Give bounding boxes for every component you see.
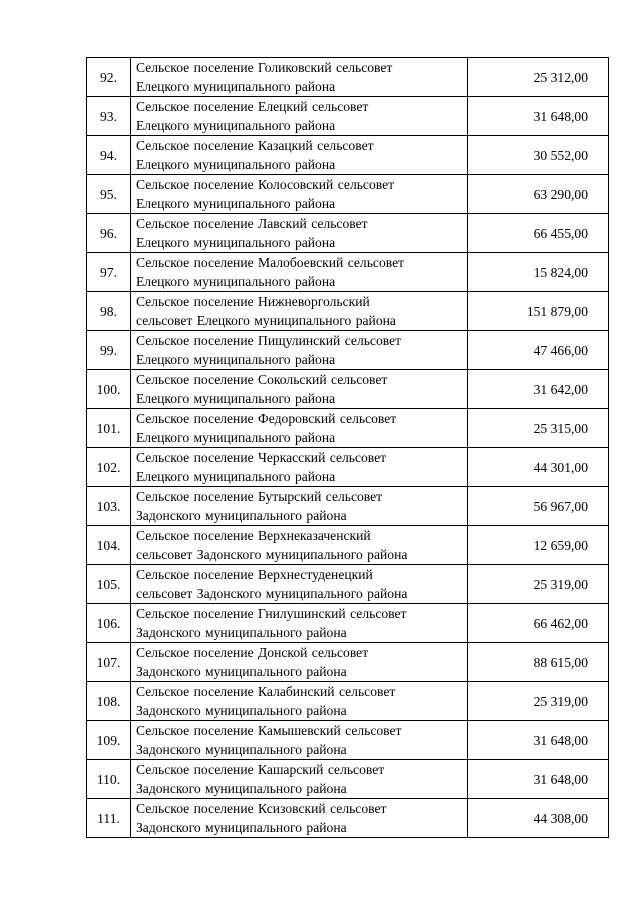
settlement-name-line-1: Сельское поселение Бутырский сельсовет	[136, 489, 383, 504]
settlement-name-line-2: сельсовет Задонского муниципального района	[136, 547, 408, 562]
amount-cell: 12 659,00	[468, 526, 609, 565]
table-row	[87, 682, 609, 721]
amount-cell: 25 315,00	[468, 409, 609, 448]
table-row	[87, 487, 609, 526]
settlement-name-cell	[131, 292, 468, 331]
settlement-name-line-2: Елецкого муниципального района	[136, 391, 336, 406]
settlement-name-line-1: Сельское поселение Малобоевский сельсовет	[136, 255, 405, 270]
table-row	[87, 58, 609, 97]
table-row	[87, 448, 609, 487]
amount-cell: 25 312,00	[468, 58, 609, 97]
settlement-name-line-2: Елецкого муниципального района	[136, 196, 336, 211]
row-number: 111.	[87, 799, 131, 838]
settlement-name-line-2: Елецкого муниципального района	[136, 118, 336, 133]
settlement-name-cell	[131, 214, 468, 253]
table-row	[87, 175, 609, 214]
settlement-name-line-1: Сельское поселение Сокольский сельсовет	[136, 372, 388, 387]
row-number: 102.	[87, 448, 131, 487]
amount-cell: 25 319,00	[468, 682, 609, 721]
settlement-name-line-2: Елецкого муниципального района	[136, 79, 336, 94]
settlement-name-cell	[131, 136, 468, 175]
settlement-name-line-2: Елецкого муниципального района	[136, 274, 336, 289]
settlement-name-cell	[131, 760, 468, 799]
allocation-table-body	[87, 58, 609, 838]
row-number: 106.	[87, 604, 131, 643]
settlement-name-line-1: Сельское поселение Нижневоргольский	[136, 294, 370, 309]
settlement-name-cell	[131, 721, 468, 760]
amount-cell: 151 879,00	[468, 292, 609, 331]
row-number: 97.	[87, 253, 131, 292]
settlement-name-cell	[131, 487, 468, 526]
row-number: 98.	[87, 292, 131, 331]
settlement-name-cell	[131, 799, 468, 838]
table-row	[87, 643, 609, 682]
settlement-name-line-2: Задонского муниципального района	[136, 703, 347, 718]
settlement-name-cell	[131, 175, 468, 214]
settlement-name-cell	[131, 643, 468, 682]
row-number: 100.	[87, 370, 131, 409]
settlement-name-line-2: Елецкого муниципального района	[136, 352, 336, 367]
settlement-name-line-2: Задонского муниципального района	[136, 781, 347, 796]
settlement-name-line-2: Задонского муниципального района	[136, 664, 347, 679]
settlement-name-line-1: Сельское поселение Голиковский сельсовет	[136, 60, 393, 75]
settlement-name-line-2: Елецкого муниципального района	[136, 430, 336, 445]
settlement-name-line-1: Сельское поселение Кашарский сельсовет	[136, 762, 385, 777]
row-number: 92.	[87, 58, 131, 97]
settlement-name-line-2: Елецкого муниципального района	[136, 235, 336, 250]
settlement-name-cell	[131, 370, 468, 409]
row-number: 104.	[87, 526, 131, 565]
settlement-name-line-2: Задонского муниципального района	[136, 820, 347, 835]
row-number: 99.	[87, 331, 131, 370]
settlement-name-cell	[131, 409, 468, 448]
amount-cell: 31 648,00	[468, 97, 609, 136]
table-row	[87, 604, 609, 643]
settlement-name-cell	[131, 448, 468, 487]
amount-cell: 44 301,00	[468, 448, 609, 487]
row-number: 94.	[87, 136, 131, 175]
amount-cell: 47 466,00	[468, 331, 609, 370]
settlement-name-line-1: Сельское поселение Казацкий сельсовет	[136, 138, 374, 153]
settlement-name-line-2: Елецкого муниципального района	[136, 469, 336, 484]
settlement-name-cell	[131, 97, 468, 136]
settlement-name-line-1: Сельское поселение Калабинский сельсовет	[136, 684, 396, 699]
settlement-name-line-2: Задонского муниципального района	[136, 508, 347, 523]
table-row	[87, 331, 609, 370]
settlement-name-line-1: Сельское поселение Донской сельсовет	[136, 645, 369, 660]
settlement-name-cell	[131, 331, 468, 370]
settlement-name-cell	[131, 565, 468, 604]
row-number: 93.	[87, 97, 131, 136]
settlement-name-cell	[131, 526, 468, 565]
allocation-table	[86, 57, 609, 838]
amount-cell: 44 308,00	[468, 799, 609, 838]
settlement-name-line-2: Задонского муниципального района	[136, 625, 347, 640]
settlement-name-line-2: Елецкого муниципального района	[136, 157, 336, 172]
amount-cell: 15 824,00	[468, 253, 609, 292]
amount-cell: 66 455,00	[468, 214, 609, 253]
settlement-name-line-1: Сельское поселение Верхнестуденецкий	[136, 567, 373, 582]
table-row	[87, 370, 609, 409]
row-number: 110.	[87, 760, 131, 799]
settlement-name-line-1: Сельское поселение Колосовский сельсовет	[136, 177, 395, 192]
amount-cell: 56 967,00	[468, 487, 609, 526]
settlement-name-line-1: Сельское поселение Камышевский сельсовет	[136, 723, 402, 738]
settlement-name-line-1: Сельское поселение Верхнеказаченский	[136, 528, 371, 543]
settlement-name-line-2: сельсовет Елецкого муниципального района	[136, 313, 396, 328]
table-row	[87, 97, 609, 136]
settlement-name-line-1: Сельское поселение Елецкий сельсовет	[136, 99, 369, 114]
table-row	[87, 565, 609, 604]
table-row	[87, 526, 609, 565]
table-row	[87, 721, 609, 760]
amount-cell: 31 642,00	[468, 370, 609, 409]
table-row	[87, 760, 609, 799]
settlement-name-line-2: Задонского муниципального района	[136, 742, 347, 757]
settlement-name-cell	[131, 253, 468, 292]
row-number: 101.	[87, 409, 131, 448]
settlement-name-line-1: Сельское поселение Черкасский сельсовет	[136, 450, 387, 465]
amount-cell: 31 648,00	[468, 760, 609, 799]
row-number: 107.	[87, 643, 131, 682]
table-row	[87, 409, 609, 448]
table-row	[87, 799, 609, 838]
settlement-name-line-1: Сельское поселение Пищулинский сельсовет	[136, 333, 402, 348]
amount-cell: 63 290,00	[468, 175, 609, 214]
amount-cell: 31 648,00	[468, 721, 609, 760]
settlement-name-line-1: Сельское поселение Гнилушинский сельсовет	[136, 606, 407, 621]
amount-cell: 30 552,00	[468, 136, 609, 175]
settlement-name-line-1: Сельское поселение Лавский сельсовет	[136, 216, 368, 231]
row-number: 95.	[87, 175, 131, 214]
row-number: 96.	[87, 214, 131, 253]
table-row	[87, 136, 609, 175]
table-row	[87, 253, 609, 292]
settlement-name-cell	[131, 58, 468, 97]
row-number: 103.	[87, 487, 131, 526]
settlement-name-line-1: Сельское поселение Ксизовский сельсовет	[136, 801, 387, 816]
row-number: 108.	[87, 682, 131, 721]
settlement-name-cell	[131, 682, 468, 721]
amount-cell: 66 462,00	[468, 604, 609, 643]
settlement-name-line-1: Сельское поселение Федоровский сельсовет	[136, 411, 397, 426]
amount-cell: 88 615,00	[468, 643, 609, 682]
settlement-name-cell	[131, 604, 468, 643]
table-row	[87, 214, 609, 253]
table-row	[87, 292, 609, 331]
settlement-name-line-2: сельсовет Задонского муниципального района	[136, 586, 408, 601]
amount-cell: 25 319,00	[468, 565, 609, 604]
row-number: 105.	[87, 565, 131, 604]
row-number: 109.	[87, 721, 131, 760]
